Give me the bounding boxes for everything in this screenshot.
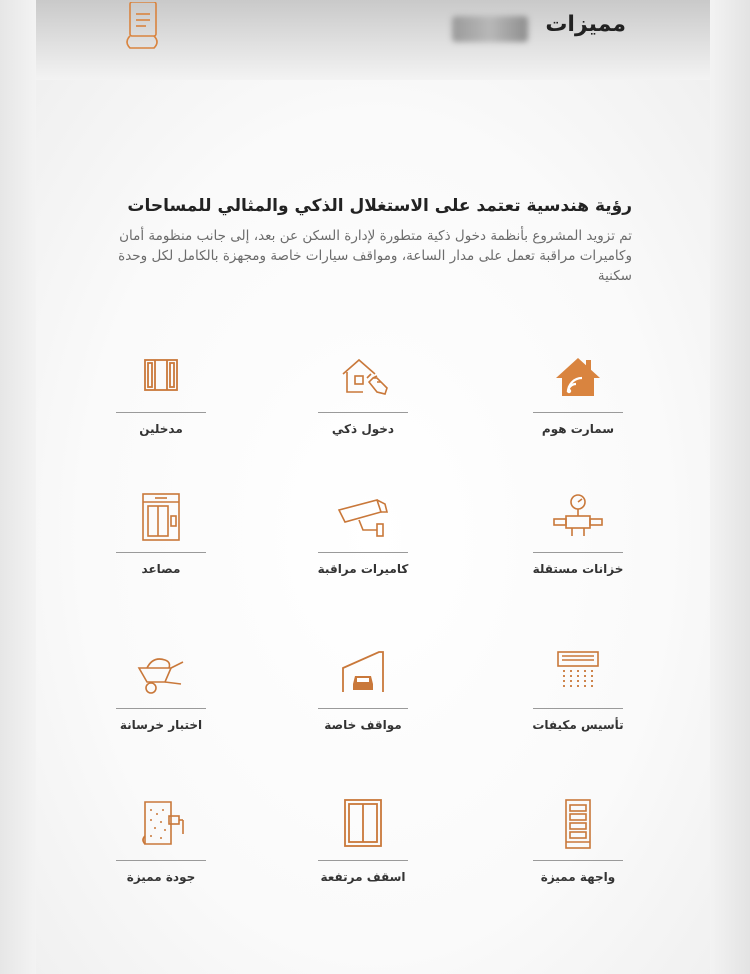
page-title: مميزات [545,12,626,37]
feature-smart-entry [293,352,433,436]
feature-smart-home [508,352,648,436]
feature-elevators [91,492,231,576]
divider-line [318,552,408,553]
divider-line [116,552,206,553]
feature-independent-tanks [508,492,648,576]
divider-line [533,708,623,709]
high-ceiling-door-icon [333,798,393,850]
section-heading: رؤية هندسية تعتمد على الاستغلال الذكي والمثالي للمساحات [127,196,632,216]
security-camera-icon [333,492,393,542]
blurred-project-name [452,16,528,42]
feature-label: اسقف مرتفعة [320,870,406,884]
right-edge-shadow [710,0,750,974]
feature-label: مواقف خاصة [324,718,402,732]
divider-line [318,412,408,413]
feature-high-ceilings [293,798,433,884]
divider-line [116,412,206,413]
document-scroll-icon [120,2,166,50]
feature-label: خزانات مستقلة [532,562,624,576]
elevator-icon [131,492,191,542]
feature-surveillance-cameras [293,492,433,576]
private-parking-icon [333,648,393,698]
smart-entry-icon [333,352,393,402]
feature-two-entrances [91,352,231,436]
smart-home-icon [548,352,608,402]
feature-label: واجهة مميزة [540,870,616,884]
section-intro: تم تزويد المشروع بأنظمة دخول ذكية متطورة لإدارة السكن عن بعد، إلى جانب منظومة أمان وكاميرات مراقبة تعمل على مدار الساعة، ومواقف سيارات خاصة ومجهزة بالكامل لكل وحدة سكنية [118,228,632,284]
feature-concrete-test [91,648,231,732]
divider-line [318,708,408,709]
feature-label: اختبار خرسانة [119,718,203,732]
divider-line [533,860,623,861]
feature-label: تأسيس مكيفات [532,718,624,732]
feature-private-parking [293,648,433,732]
feature-label: مصاعد [141,562,181,576]
wheelbarrow-icon [131,648,191,698]
divider-line [116,860,206,861]
water-meter-icon [548,492,608,542]
feature-label: جودة مميزة [126,870,196,884]
divider-line [533,412,623,413]
double-door-icon [131,352,191,402]
feature-label: كاميرات مراقبة [317,562,409,576]
quality-wall-roller-icon [131,798,191,850]
facade-building-icon [548,798,608,850]
divider-line [533,552,623,553]
air-conditioner-icon [548,648,608,698]
feature-label: مدخلين [139,422,183,436]
feature-ac-foundation [508,648,648,732]
feature-distinctive-facade [508,798,648,884]
feature-label: سمارت هوم [541,422,615,436]
feature-quality [91,798,231,884]
divider-line [318,860,408,861]
feature-label: دخول ذكي [331,422,395,436]
left-edge-shadow [0,0,36,974]
divider-line [116,708,206,709]
